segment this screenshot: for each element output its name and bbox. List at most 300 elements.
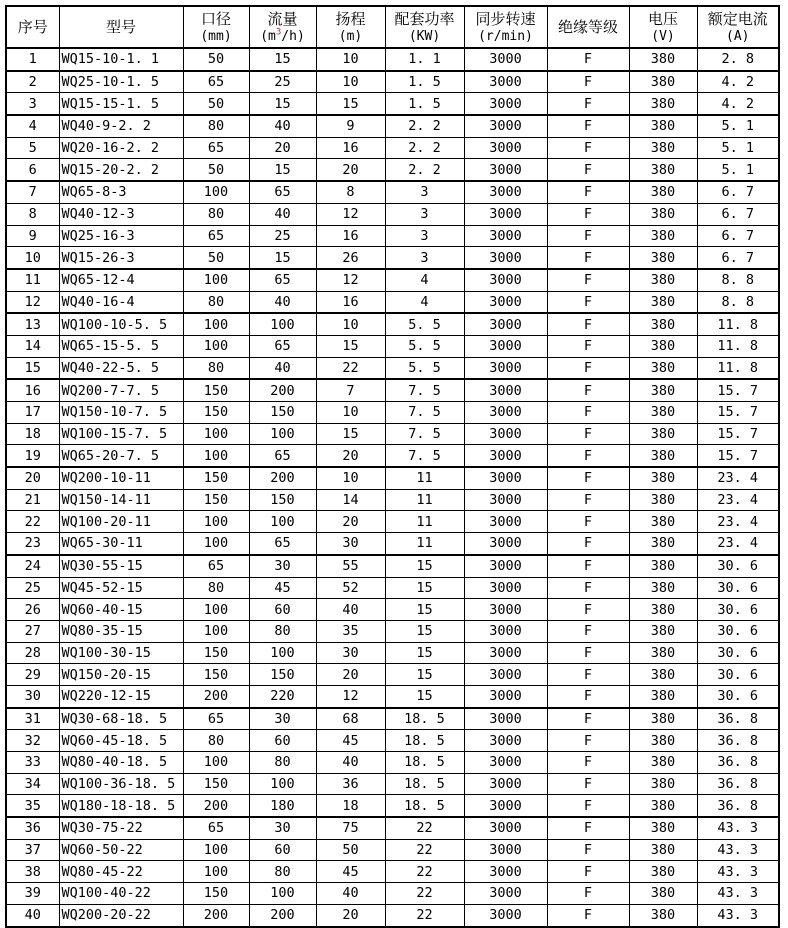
table-cell: 3000 [464,577,547,599]
table-cell: 150 [249,489,316,511]
table-cell: 80 [183,577,249,599]
table-cell: 3000 [464,225,547,247]
table-row [6,247,779,269]
table-cell: 20 [316,445,385,467]
table-cell: 5. 5 [385,335,464,357]
model-cell: WQ80-45-22 [59,861,183,883]
header-voltage-unit: (V) [651,29,675,44]
table-cell: 7 [6,181,59,203]
header-diameter-unit: (mm) [200,29,232,44]
table-cell: 100 [249,883,316,905]
table-cell: 45 [316,861,385,883]
table-cell: 150 [183,402,249,424]
table-cell: 40 [6,904,59,926]
table-row [6,115,779,137]
table-cell: 3000 [464,533,547,555]
table-cell: 22 [385,861,464,883]
table-cell: 380 [629,203,697,225]
table-cell: 4 [6,115,59,137]
model-cell: WQ150-20-15 [59,664,183,686]
model-cell: WQ65-20-7. 5 [59,445,183,467]
table-cell: 10 [6,247,59,269]
table-cell: 38 [6,861,59,883]
table-cell: 19 [6,445,59,467]
table-cell: F [547,577,629,599]
table-cell: F [547,137,629,159]
table-cell: 380 [629,402,697,424]
table-cell: 35 [316,620,385,642]
table-cell: 100 [249,773,316,795]
table-cell: 18. 5 [385,773,464,795]
table-cell: 5. 1 [697,137,779,159]
table-row [6,685,779,707]
table-row [6,48,779,71]
table-cell: F [547,423,629,445]
table-cell: 60 [249,730,316,752]
table-cell: F [547,48,629,71]
table-cell: 380 [629,555,697,577]
model-cell: WQ40-12-3 [59,203,183,225]
header-head [316,6,385,48]
model-cell: WQ100-36-18. 5 [59,773,183,795]
table-cell: F [547,159,629,181]
table-cell: 40 [249,203,316,225]
table-cell: 22 [385,817,464,839]
table-cell: F [547,402,629,424]
table-cell: 11 [6,269,59,291]
table-cell: 31 [6,708,59,730]
table-row [6,203,779,225]
table-cell: 45 [316,730,385,752]
model-cell: WQ60-45-18. 5 [59,730,183,752]
table-cell: 68 [316,708,385,730]
table-cell: 80 [183,115,249,137]
table-cell: 3000 [464,555,547,577]
table-cell: F [547,599,629,621]
table-cell: 15 [249,247,316,269]
table-cell: 34 [6,773,59,795]
table-cell: 380 [629,795,697,817]
table-cell: 11. 8 [697,357,779,379]
table-header [6,6,779,48]
table-cell: 17 [6,402,59,424]
table-cell: 380 [629,137,697,159]
table-cell: 8 [6,203,59,225]
table-cell: 12 [6,291,59,313]
table-cell: 200 [183,795,249,817]
table-cell: F [547,511,629,533]
table-cell: 3000 [464,511,547,533]
flow-unit-post: /h) [281,29,305,44]
header-model [59,6,183,48]
table-row [6,335,779,357]
table-cell: 7. 5 [385,445,464,467]
model-cell: WQ60-50-22 [59,839,183,861]
table-cell: 200 [249,467,316,489]
model-cell: WQ20-16-2. 2 [59,137,183,159]
table-cell: 65 [183,555,249,577]
table-cell: 25 [249,225,316,247]
table-cell: 25 [6,577,59,599]
table-cell: 22 [316,357,385,379]
table-cell: F [547,291,629,313]
table-cell: 23. 4 [697,511,779,533]
pump-spec-table [5,5,780,928]
table-cell: 380 [629,48,697,71]
table-cell: 36 [6,817,59,839]
header-speed-unit: (r/min) [478,29,533,44]
table-cell: 100 [183,313,249,335]
table-row [6,467,779,489]
table-cell: 15 [385,685,464,707]
table-cell: 9 [6,225,59,247]
table-cell: 3000 [464,291,547,313]
table-cell: 100 [249,313,316,335]
table-cell: 380 [629,159,697,181]
table-cell: 380 [629,357,697,379]
table-cell: 23. 4 [697,467,779,489]
table-row [6,137,779,159]
table-cell: 380 [629,247,697,269]
model-cell: WQ40-22-5. 5 [59,357,183,379]
table-row [6,773,779,795]
table-cell: 15 [249,93,316,115]
table-cell: 65 [183,708,249,730]
table-cell: 100 [249,511,316,533]
table-cell: 32 [6,730,59,752]
model-cell: WQ60-40-15 [59,599,183,621]
table-cell: 33 [6,752,59,774]
table-cell: 10 [316,48,385,71]
table-cell: 3000 [464,181,547,203]
table-cell: 24 [6,555,59,577]
table-cell: 40 [316,752,385,774]
table-cell: 3000 [464,203,547,225]
table-cell: 3000 [464,247,547,269]
table-cell: 7 [316,379,385,401]
table-cell: 8 [316,181,385,203]
table-cell: 380 [629,181,697,203]
table-cell: 28 [6,642,59,664]
table-row [6,402,779,424]
table-cell: 80 [183,291,249,313]
table-cell: 3000 [464,883,547,905]
table-cell: 2. 8 [697,48,779,71]
table-cell: 40 [316,883,385,905]
table-cell: 100 [249,423,316,445]
table-cell: 21 [6,489,59,511]
table-cell: 380 [629,115,697,137]
table-row [6,555,779,577]
table-cell: 18. 5 [385,730,464,752]
table-row [6,708,779,730]
table-cell: 1. 1 [385,48,464,71]
table-cell: F [547,795,629,817]
table-cell: 20 [316,511,385,533]
table-cell: 36. 8 [697,752,779,774]
table-cell: 380 [629,93,697,115]
table-cell: 11. 8 [697,313,779,335]
model-cell: WQ45-52-15 [59,577,183,599]
table-cell: F [547,555,629,577]
table-cell: 380 [629,817,697,839]
table-cell: 36. 8 [697,773,779,795]
table-cell: F [547,883,629,905]
header-speed [464,6,547,48]
table-cell: 3000 [464,467,547,489]
table-cell: 3000 [464,137,547,159]
table-cell: 22 [385,904,464,926]
table-cell: 380 [629,685,697,707]
table-cell: 380 [629,269,697,291]
table-cell: 3000 [464,93,547,115]
table-cell: 3000 [464,730,547,752]
table-cell: F [547,467,629,489]
table-row [6,225,779,247]
table-row [6,291,779,313]
table-cell: F [547,335,629,357]
table-cell: 3000 [464,335,547,357]
table-cell: 380 [629,773,697,795]
table-cell: 20 [316,159,385,181]
table-cell: 100 [183,269,249,291]
table-cell: 3000 [464,423,547,445]
table-cell: F [547,730,629,752]
table-cell: 65 [183,71,249,93]
table-cell: 11 [385,467,464,489]
table-cell: 30. 6 [697,620,779,642]
table-cell: 43. 3 [697,861,779,883]
table-cell: 3 [6,93,59,115]
table-cell: 2 [6,71,59,93]
table-cell: 60 [249,839,316,861]
table-cell: 380 [629,313,697,335]
table-cell: 14 [316,489,385,511]
table-cell: 40 [249,291,316,313]
table-row [6,269,779,291]
table-cell: 18 [6,423,59,445]
table-cell: 4. 2 [697,93,779,115]
table-cell: 40 [249,357,316,379]
header-flow [249,6,316,48]
model-cell: WQ65-30-11 [59,533,183,555]
header-voltage [629,6,697,48]
table-cell: 200 [183,904,249,926]
model-cell: WQ180-18-18. 5 [59,795,183,817]
header-voltage-label: 电压 [647,10,678,28]
table-cell: 3 [385,203,464,225]
table-row [6,181,779,203]
header-power-unit: (KW) [408,29,441,44]
table-cell: 30. 6 [697,685,779,707]
table-row [6,620,779,642]
table-cell: 30. 6 [697,642,779,664]
header-serial-label: 序号 [17,17,48,36]
table-cell: F [547,71,629,93]
table-cell: F [547,489,629,511]
table-cell: 150 [183,883,249,905]
table-cell: 380 [629,883,697,905]
table-cell: 1. 5 [385,71,464,93]
table-cell: 3000 [464,357,547,379]
table-cell: 3000 [464,773,547,795]
table-row [6,423,779,445]
table-cell: 200 [249,379,316,401]
table-cell: 3000 [464,379,547,401]
table-cell: 380 [629,445,697,467]
table-cell: 4. 2 [697,71,779,93]
model-cell: WQ40-16-4 [59,291,183,313]
table-cell: 380 [629,489,697,511]
table-cell: 13 [6,313,59,335]
header-diameter [183,6,249,48]
table-cell: 100 [183,445,249,467]
table-cell: F [547,620,629,642]
table-row [6,642,779,664]
table-cell: 15 [249,48,316,71]
table-cell: 55 [316,555,385,577]
table-cell: 150 [183,773,249,795]
table-cell: 36. 8 [697,795,779,817]
table-row [6,93,779,115]
table-cell: 3000 [464,685,547,707]
table-cell: 7. 5 [385,402,464,424]
table-cell: 30. 6 [697,577,779,599]
table-row [6,379,779,401]
table-cell: F [547,181,629,203]
table-cell: F [547,115,629,137]
model-cell: WQ30-75-22 [59,817,183,839]
table-cell: 18. 5 [385,795,464,817]
table-row [6,489,779,511]
table-cell: 22 [385,839,464,861]
header-model-label: 型号 [105,17,136,36]
model-cell: WQ100-20-11 [59,511,183,533]
table-row [6,817,779,839]
table-cell: 1 [6,48,59,71]
table-cell: 3000 [464,313,547,335]
table-cell: 15 [6,357,59,379]
table-cell: 65 [183,225,249,247]
model-cell: WQ200-10-11 [59,467,183,489]
table-cell: 43. 3 [697,817,779,839]
table-cell: 36 [316,773,385,795]
table-cell: 3000 [464,664,547,686]
table-row [6,313,779,335]
table-cell: 18 [316,795,385,817]
header-current-unit: (A) [726,29,750,44]
table-cell: 150 [183,467,249,489]
table-cell: 3000 [464,71,547,93]
table-cell: 15. 7 [697,445,779,467]
table-cell: 4 [385,269,464,291]
table-cell: 150 [183,379,249,401]
table-cell: 80 [249,752,316,774]
header-current-label: 额定电流 [707,10,768,28]
model-cell: WQ25-10-1. 5 [59,71,183,93]
model-cell: WQ200-20-22 [59,904,183,926]
table-cell: 3000 [464,620,547,642]
table-cell: 75 [316,817,385,839]
table-row [6,839,779,861]
table-cell: 7. 5 [385,379,464,401]
table-cell: 65 [183,137,249,159]
table-cell: 3000 [464,445,547,467]
table-cell: 380 [629,664,697,686]
table-row [6,357,779,379]
table-row [6,159,779,181]
table-cell: 43. 3 [697,883,779,905]
table-cell: 43. 3 [697,839,779,861]
table-cell: 15 [385,620,464,642]
table-cell: 150 [183,489,249,511]
table-cell: 36. 8 [697,730,779,752]
table-cell: 37 [6,839,59,861]
table-cell: 2. 2 [385,115,464,137]
table-cell: 80 [183,730,249,752]
table-cell: F [547,379,629,401]
table-cell: 200 [249,904,316,926]
table-cell: 380 [629,839,697,861]
table-cell: 30 [316,533,385,555]
table-row [6,71,779,93]
table-cell: F [547,752,629,774]
table-cell: 30. 6 [697,664,779,686]
table-cell: 52 [316,577,385,599]
table-cell: 29 [6,664,59,686]
table-cell: 3000 [464,795,547,817]
table-cell: 22 [385,883,464,905]
table-row [6,445,779,467]
table-cell: 20 [316,664,385,686]
table-cell: 39 [6,883,59,905]
table-cell: 15 [316,423,385,445]
model-cell: WQ100-15-7. 5 [59,423,183,445]
header-power [385,6,464,48]
table-cell: 30 [249,555,316,577]
table-cell: 100 [183,839,249,861]
table-cell: 8. 8 [697,269,779,291]
model-cell: WQ15-15-1. 5 [59,93,183,115]
table-cell: 9 [316,115,385,137]
table-cell: 3000 [464,839,547,861]
table-cell: 11. 8 [697,335,779,357]
table-cell: 15 [385,664,464,686]
model-cell: WQ150-10-7. 5 [59,402,183,424]
table-cell: 150 [249,402,316,424]
table-cell: 30 [6,685,59,707]
model-cell: WQ15-26-3 [59,247,183,269]
table-cell: 150 [183,664,249,686]
table-cell: 16 [316,291,385,313]
table-cell: F [547,904,629,926]
table-cell: 65 [249,533,316,555]
table-cell: 16 [316,225,385,247]
table-cell: 35 [6,795,59,817]
table-cell: 100 [183,599,249,621]
table-cell: 23. 4 [697,489,779,511]
table-cell: 18. 5 [385,752,464,774]
table-cell: 6. 7 [697,203,779,225]
table-cell: 43. 3 [697,904,779,926]
table-cell: 150 [183,642,249,664]
table-cell: 380 [629,642,697,664]
table-cell: 11 [385,511,464,533]
table-cell: F [547,861,629,883]
table-cell: 27 [6,620,59,642]
header-flow-label: 流量 [267,10,298,28]
table-cell: 50 [183,48,249,71]
